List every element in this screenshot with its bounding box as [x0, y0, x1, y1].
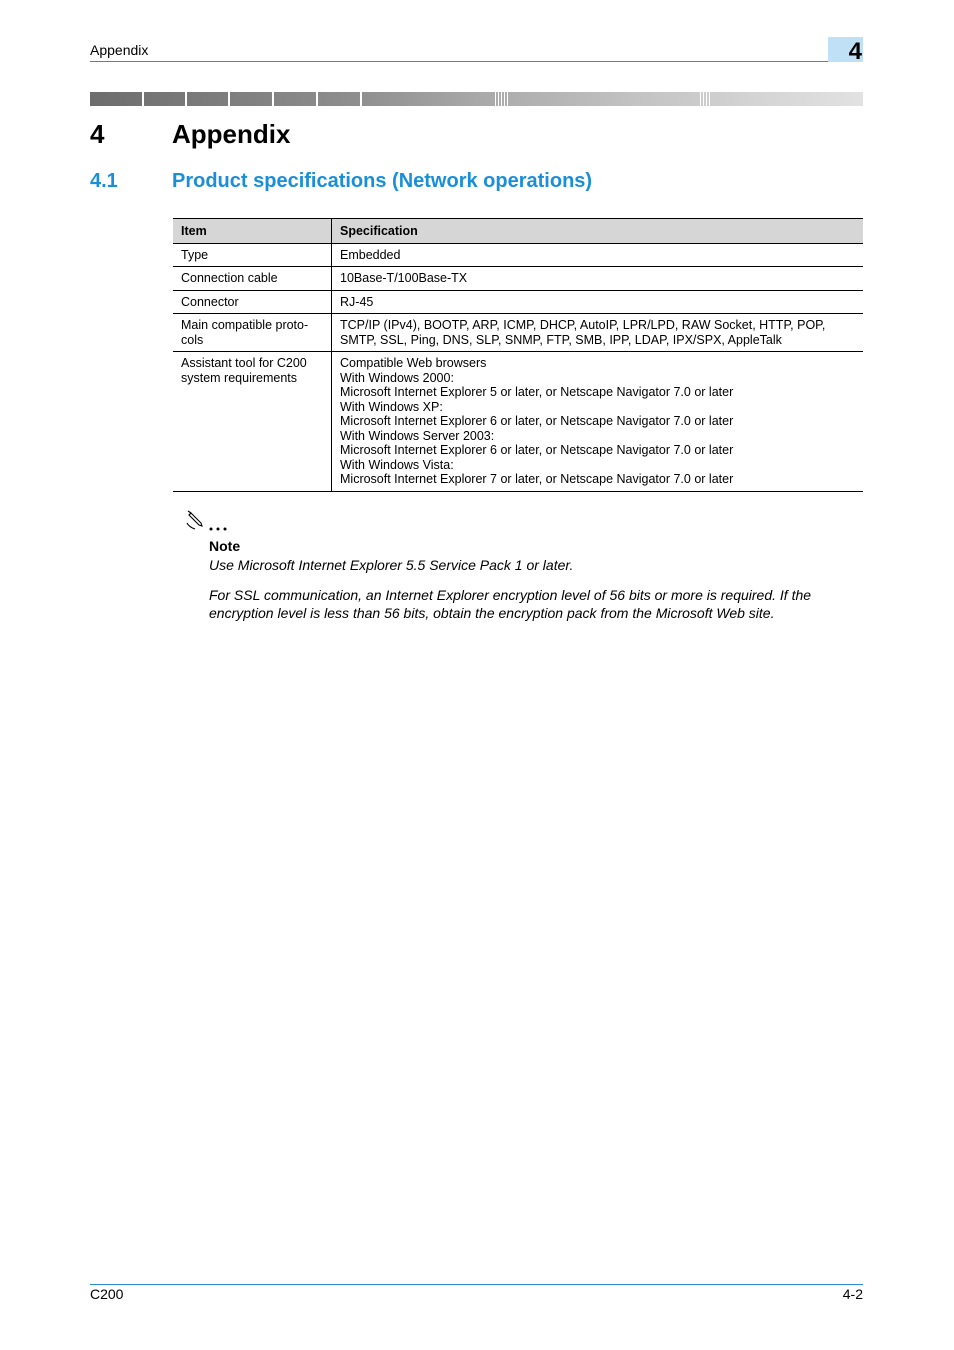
- chapter-tab-number: 4: [848, 38, 862, 65]
- section-title: Product specifications (Network operations): [172, 170, 593, 192]
- decorative-stripe: [90, 92, 863, 106]
- table-header-row: [173, 219, 863, 244]
- chapter-number: 4: [90, 119, 105, 149]
- note-paragraph: Use Microsoft Internet Explorer 5.5 Service Pack 1 or later.: [209, 557, 574, 573]
- spec-cell: TCP/IP (IPv4), BOOTP, ARP, ICMP, DHCP, AutoIP, LPR/LPD, RAW Socket, HTTP, POP, SMTP, SSL, Ping, DNS, SLP, SNMP, FTP, SMB, IPP, LDAP, IPX/SPX, AppleTalk: [332, 314, 864, 352]
- note-title: Note: [209, 538, 241, 554]
- header-rule: [90, 61, 863, 62]
- chapter-title: Appendix: [172, 119, 291, 149]
- column-header-item: Item: [173, 219, 332, 244]
- table-row: [173, 267, 863, 291]
- item-cell: Connector: [173, 290, 332, 314]
- table-row: [173, 290, 863, 314]
- running-header-label: Appendix: [90, 42, 149, 58]
- table-row: [173, 314, 863, 352]
- item-cell: Assistant tool for C200 system requirements: [173, 352, 332, 492]
- spec-cell: Embedded: [332, 243, 864, 267]
- section-number: 4.1: [90, 170, 118, 192]
- table-row: [173, 243, 863, 267]
- item-cell: Type: [173, 243, 332, 267]
- item-cell: Connection cable: [173, 267, 332, 291]
- spec-cell: 10Base-T/100Base-TX: [332, 267, 864, 291]
- spec-cell: Compatible Web browsers With Windows 2000: Microsoft Internet Explorer 5 or later, or Netscape Navigator 7.0 or later With Windows XP: Microsoft Internet Explorer 6 or later, or Netscape Navigator 7.0 or later With Windows Server 2003: Microsoft Internet Explorer 6 or later, or Netscape Navigator 7.0 or later With Windows Vista: Microsoft Internet Explorer 7 or later, or Netscape Navigator 7.0 or later: [332, 352, 864, 492]
- spec-table: [173, 218, 863, 492]
- spec-cell: RJ-45: [332, 290, 864, 314]
- pencil-note-icon: [186, 509, 232, 533]
- footer-page-number: 4-2: [842, 1286, 863, 1302]
- item-cell: Main compatible proto- cols: [173, 314, 332, 352]
- chapter-tab: [828, 37, 863, 65]
- column-header-specification: Specification: [332, 219, 864, 244]
- footer-rule: [90, 1284, 863, 1285]
- note-paragraph: For SSL communication, an Internet Explorer encryption level of 56 bits or more is required. If the encryption level is less than 56 bits, obtain the encryption pack from the Microsoft Web site.: [209, 587, 812, 621]
- table-row: [173, 352, 863, 492]
- footer-product: C200: [90, 1286, 124, 1302]
